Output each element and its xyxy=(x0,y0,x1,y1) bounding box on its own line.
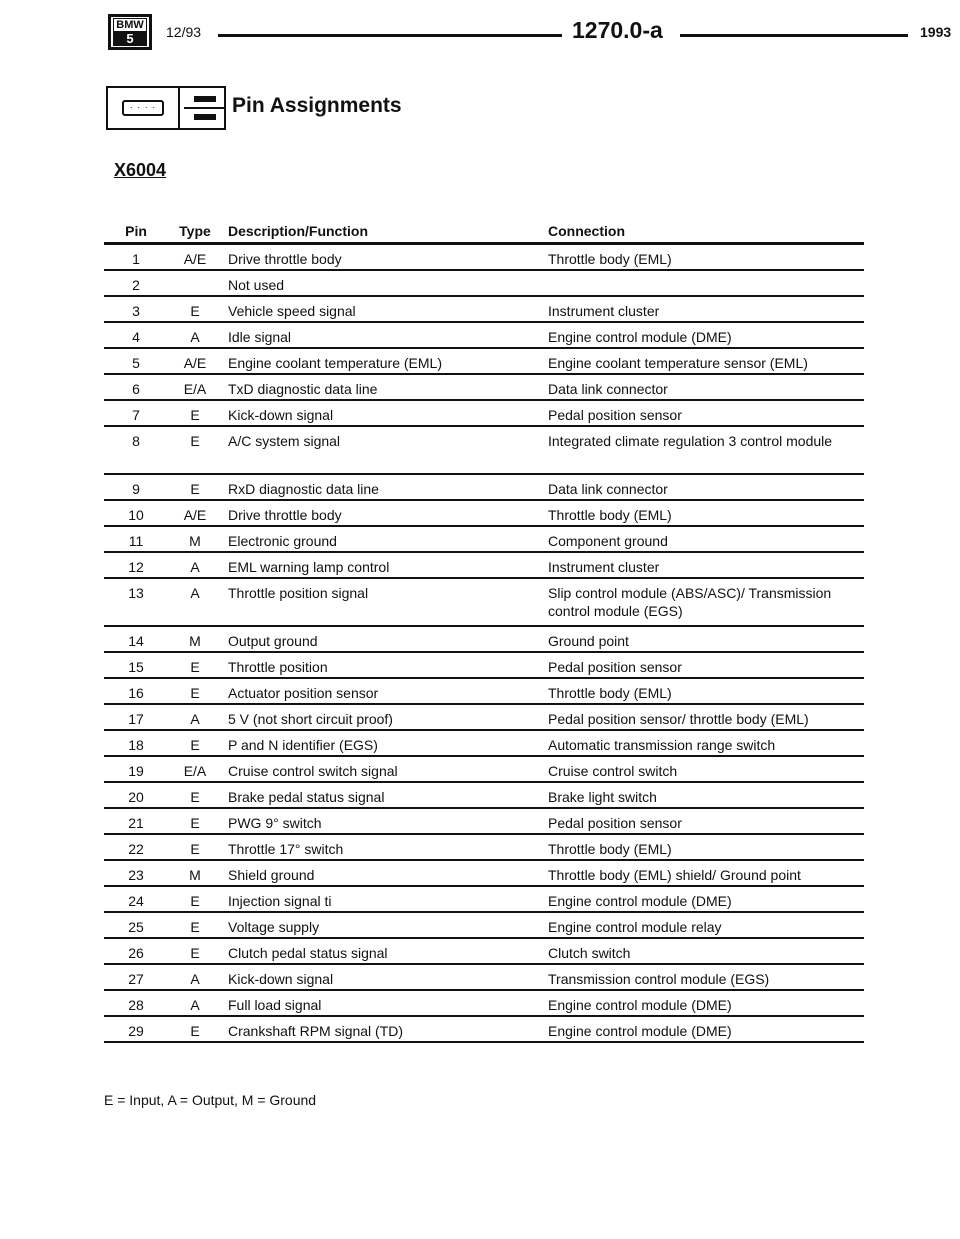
cell-connection: Clutch switch xyxy=(548,945,631,961)
cell-pin: 21 xyxy=(128,815,144,831)
cell-type: E xyxy=(190,303,200,319)
table-row xyxy=(104,731,864,757)
cell-connection: Pedal position sensor xyxy=(548,815,682,831)
cell-connection: Data link connector xyxy=(548,381,668,397)
table-row xyxy=(104,427,864,475)
cell-type: E xyxy=(190,481,200,497)
cell-type: A xyxy=(190,585,200,601)
cell-type: E/A xyxy=(183,381,207,397)
table-row xyxy=(104,1017,864,1043)
section-title: Pin Assignments xyxy=(232,94,402,117)
cell-pin: 26 xyxy=(128,945,144,961)
plug-line xyxy=(184,107,224,109)
cell-pin: 7 xyxy=(132,407,140,423)
table-row xyxy=(104,475,864,501)
cell-type: E xyxy=(190,1023,200,1039)
cell-pin: 10 xyxy=(128,507,144,523)
table-row xyxy=(104,579,864,627)
cell-description: PWG 9° switch xyxy=(228,815,322,831)
cell-pin: 24 xyxy=(128,893,144,909)
table-row xyxy=(104,809,864,835)
cell-pin: 18 xyxy=(128,737,144,753)
cell-description: Full load signal xyxy=(228,997,322,1013)
cell-type: A/E xyxy=(183,251,207,267)
connector-icon: · · · · xyxy=(122,100,164,116)
cell-pin: 29 xyxy=(128,1023,144,1039)
bmw-5-series-logo-icon xyxy=(108,14,152,50)
cell-type: E xyxy=(190,407,200,423)
table-row xyxy=(104,245,864,271)
cell-pin: 15 xyxy=(128,659,144,675)
cell-pin: 11 xyxy=(128,533,144,549)
cell-description: Drive throttle body xyxy=(228,507,342,523)
cell-type: E xyxy=(190,945,200,961)
document-code: 1270.0-a xyxy=(572,17,663,43)
cell-connection: Pedal position sensor/ throttle body (EML) xyxy=(548,711,809,727)
cell-type: E xyxy=(190,841,200,857)
plug-icon xyxy=(194,96,216,102)
table-row xyxy=(104,323,864,349)
table-row xyxy=(104,627,864,653)
cell-pin: 16 xyxy=(128,685,144,701)
cell-type: E xyxy=(190,893,200,909)
cell-connection: Integrated climate regulation 3 control module xyxy=(548,433,833,449)
header-type: Type xyxy=(179,223,211,239)
cell-type: E xyxy=(190,789,200,805)
pin-assignment-table xyxy=(104,222,864,1043)
table-row xyxy=(104,271,864,297)
cell-pin: 2 xyxy=(132,277,140,293)
cell-connection: Slip control module (ABS/ASC)/ Transmission control module (EGS) xyxy=(548,585,832,619)
cell-pin: 9 xyxy=(132,481,140,497)
logo-series: 5 xyxy=(113,32,147,46)
cell-description: Cruise control switch signal xyxy=(228,763,398,779)
cell-description: Output ground xyxy=(228,633,318,649)
cell-connection: Data link connector xyxy=(548,481,668,497)
cell-connection: Ground point xyxy=(548,633,629,649)
cell-pin: 12 xyxy=(128,559,144,575)
table-row xyxy=(104,349,864,375)
cell-connection: Transmission control module (EGS) xyxy=(548,971,770,987)
cell-description: Kick-down signal xyxy=(228,971,334,987)
cell-description: Voltage supply xyxy=(228,919,320,935)
cell-connection: Engine control module (DME) xyxy=(548,1023,732,1039)
table-row xyxy=(104,705,864,731)
cell-connection: Throttle body (EML) xyxy=(548,507,672,523)
cell-type: A/E xyxy=(183,507,207,523)
cell-description: Engine coolant temperature (EML) xyxy=(228,355,442,371)
cell-description: Electronic ground xyxy=(228,533,337,549)
cell-description: Vehicle speed signal xyxy=(228,303,356,319)
cell-description: EML warning lamp control xyxy=(228,559,390,575)
cell-pin: 20 xyxy=(128,789,144,805)
connector-id: X6004 xyxy=(114,160,167,180)
cell-connection: Throttle body (EML) xyxy=(548,841,672,857)
cell-type: A xyxy=(190,997,200,1013)
header-year: 1993 xyxy=(920,24,952,40)
cell-description: Throttle 17° switch xyxy=(228,841,344,857)
cell-type: E xyxy=(190,685,200,701)
cell-pin: 1 xyxy=(132,251,140,267)
table-row xyxy=(104,553,864,579)
cell-description: Injection signal ti xyxy=(228,893,332,909)
cell-description: Actuator position sensor xyxy=(228,685,379,701)
cell-connection: Automatic transmission range switch xyxy=(548,737,776,753)
table-row xyxy=(104,679,864,705)
cell-description: 5 V (not short circuit proof) xyxy=(228,711,393,727)
table-row xyxy=(104,501,864,527)
header-rule-right xyxy=(680,34,908,37)
header-description: Description/Function xyxy=(228,223,368,239)
table-row xyxy=(104,375,864,401)
cell-pin: 28 xyxy=(128,997,144,1013)
table-row xyxy=(104,757,864,783)
cell-connection: Engine control module (DME) xyxy=(548,329,732,345)
cell-connection: Engine control module (DME) xyxy=(548,893,732,909)
cell-description: P and N identifier (EGS) xyxy=(228,737,378,753)
cell-connection: Pedal position sensor xyxy=(548,407,682,423)
cell-description: Throttle position signal xyxy=(228,585,369,601)
cell-type: E xyxy=(190,659,200,675)
cell-type: M xyxy=(189,533,201,549)
table-row xyxy=(104,401,864,427)
cell-connection: Engine control module (DME) xyxy=(548,997,732,1013)
table-row xyxy=(104,887,864,913)
cell-connection: Instrument cluster xyxy=(548,559,660,575)
cell-description: Throttle position xyxy=(228,659,328,675)
table-header xyxy=(104,222,864,245)
table-row xyxy=(104,297,864,323)
table-row xyxy=(104,939,864,965)
cell-connection: Instrument cluster xyxy=(548,303,660,319)
header-date: 12/93 xyxy=(166,24,202,40)
cell-description: Crankshaft RPM signal (TD) xyxy=(228,1023,404,1039)
cell-type: E xyxy=(190,737,200,753)
table-row xyxy=(104,965,864,991)
cell-type: A xyxy=(190,329,200,345)
cell-type: E xyxy=(190,433,200,449)
cell-pin: 19 xyxy=(128,763,144,779)
header-connection: Connection xyxy=(548,223,625,239)
cell-type: E xyxy=(190,815,200,831)
cell-connection: Pedal position sensor xyxy=(548,659,682,675)
table-row xyxy=(104,527,864,553)
cell-pin: 3 xyxy=(132,303,140,319)
cell-description: Brake pedal status signal xyxy=(228,789,385,805)
cell-connection: Brake light switch xyxy=(548,789,657,805)
cell-description: Kick-down signal xyxy=(228,407,334,423)
cell-description: Shield ground xyxy=(228,867,315,883)
cell-description: TxD diagnostic data line xyxy=(228,381,378,397)
socket-icon xyxy=(194,114,216,120)
table-row xyxy=(104,913,864,939)
header-pin: Pin xyxy=(125,223,147,239)
cell-type: E/A xyxy=(183,763,207,779)
cell-pin: 17 xyxy=(128,711,144,727)
cell-pin: 8 xyxy=(132,433,140,449)
table-row xyxy=(104,783,864,809)
cell-pin: 14 xyxy=(128,633,144,649)
cell-type: A xyxy=(190,971,200,987)
table-row xyxy=(104,861,864,887)
header-rule-left xyxy=(218,34,562,37)
cell-pin: 4 xyxy=(132,329,140,345)
logo-brand: BMW xyxy=(113,18,147,32)
cell-connection: Throttle body (EML) xyxy=(548,251,672,267)
cell-connection: Throttle body (EML) shield/ Ground point xyxy=(548,867,801,883)
cell-type: M xyxy=(189,633,201,649)
icon-divider xyxy=(178,88,180,128)
cell-description: A/C system signal xyxy=(228,433,341,449)
table-row xyxy=(104,835,864,861)
cell-description: Not used xyxy=(228,277,285,293)
cell-pin: 5 xyxy=(132,355,140,371)
cell-description: Drive throttle body xyxy=(228,251,342,267)
cell-pin: 23 xyxy=(128,867,144,883)
cell-type: M xyxy=(189,867,201,883)
table-body xyxy=(104,245,864,1043)
type-legend: E = Input, A = Output, M = Ground xyxy=(104,1092,317,1108)
cell-connection: Engine coolant temperature sensor (EML) xyxy=(548,355,808,371)
cell-type: A xyxy=(190,711,200,727)
cell-pin: 25 xyxy=(128,919,144,935)
cell-connection: Cruise control switch xyxy=(548,763,678,779)
cell-pin: 6 xyxy=(132,381,140,397)
cell-connection: Throttle body (EML) xyxy=(548,685,672,701)
table-row xyxy=(104,991,864,1017)
cell-type: A/E xyxy=(183,355,207,371)
cell-connection: Component ground xyxy=(548,533,668,549)
cell-pin: 22 xyxy=(128,841,144,857)
pin-assignment-icon xyxy=(106,86,226,130)
cell-pin: 13 xyxy=(128,585,144,601)
cell-description: Idle signal xyxy=(228,329,292,345)
page-header xyxy=(108,14,952,54)
cell-type: A xyxy=(190,559,200,575)
cell-description: Clutch pedal status signal xyxy=(228,945,388,961)
table-row xyxy=(104,653,864,679)
cell-description: RxD diagnostic data line xyxy=(228,481,379,497)
cell-connection: Engine control module relay xyxy=(548,919,722,935)
cell-pin: 27 xyxy=(128,971,144,987)
cell-type: E xyxy=(190,919,200,935)
